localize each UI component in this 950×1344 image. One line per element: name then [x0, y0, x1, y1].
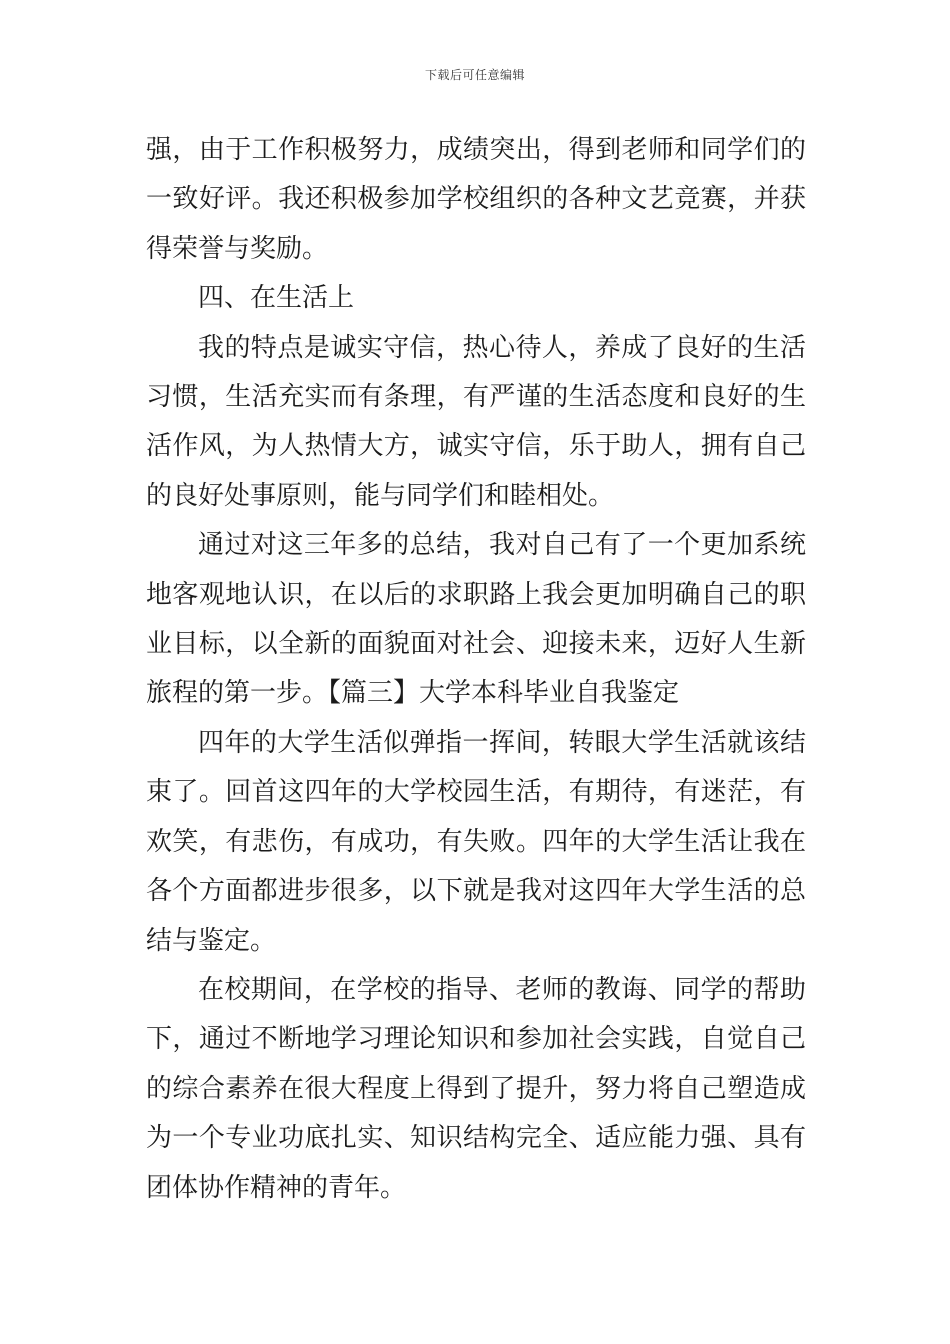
paragraph-continuation: 强，由于工作积极努力，成绩突出，得到老师和同学们的一致好评。我还积极参加学校组织的各种文艺竞赛，并获得荣誉与奖励。	[146, 135, 806, 264]
paragraph-four-years: 四年的大学生活似弹指一挥间，转眼大学生活就该结束了。回首这四年的大学校园生活，有期待，有迷茫，有欢笑，有悲伤，有成功，有失败。四年的大学生活让我在各个方面都进步很多，以下就是我对这四年大学生活的总结与鉴定。	[146, 727, 806, 956]
section-heading-life: 四、在生活上	[198, 283, 355, 314]
paragraph-school-period: 在校期间，在学校的指导、老师的教诲、同学的帮助下，通过不断地学习理论知识和参加社会实践，自觉自己的综合素养在很大程度上得到了提升，努力将自己塑造成为一个专业功底扎实、知识结构完全、适应能力强、具有团体协作精神的青年。	[146, 974, 806, 1203]
paragraph-life: 我的特点是诚实守信，热心待人，养成了良好的生活习惯，生活充实而有条理，有严谨的生活态度和良好的生活作风，为人热情大方，诚实守信，乐于助人，拥有自己的良好处事原则，能与同学们和睦相处。	[146, 332, 806, 511]
paragraph-summary: 通过对这三年多的总结，我对自己有了一个更加系统地客观地认识，在以后的求职路上我会更加明确自己的职业目标，以全新的面貌面对社会、迎接未来，迈好人生新旅程的第一步。【篇三】大学本科毕业自我鉴定	[146, 530, 806, 709]
page-header: 下载后可任意编辑	[424, 68, 525, 82]
document-body	[146, 126, 806, 1213]
